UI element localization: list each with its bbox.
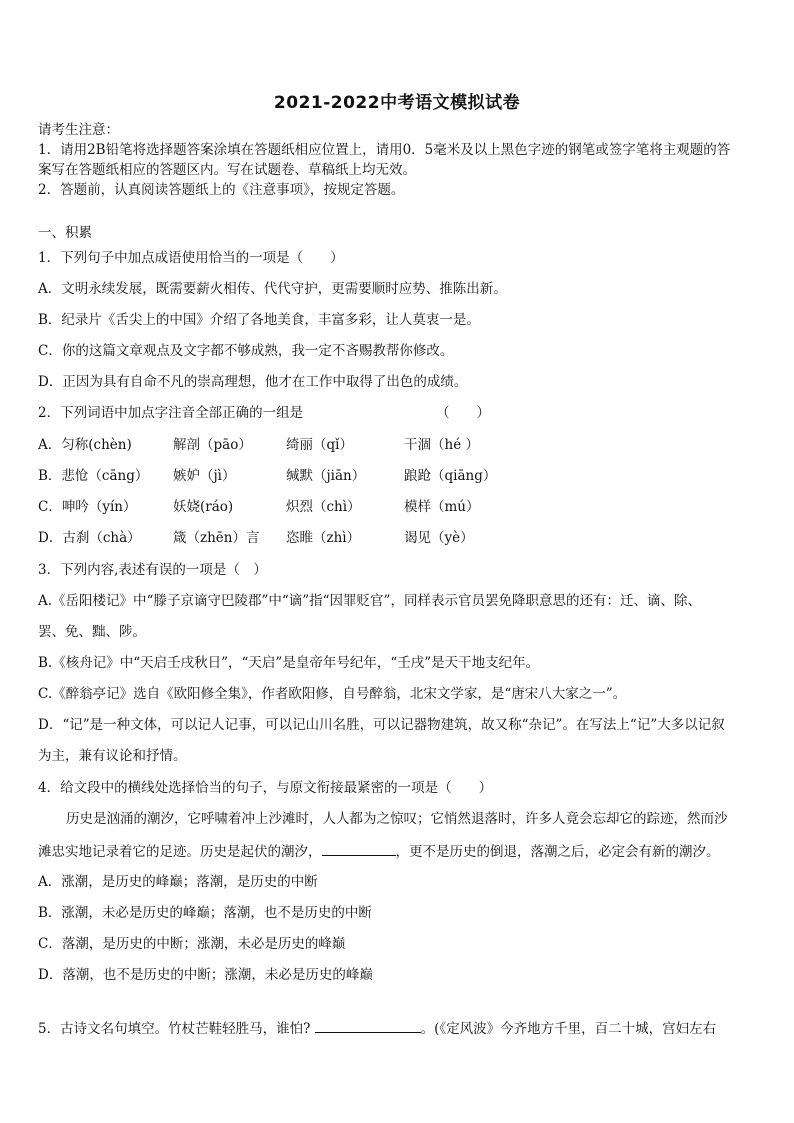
- notice-line-2: 案写在答题纸相应的答题区内。写在试题卷、草稿纸上均无效。: [38, 162, 416, 178]
- notice-line-3: 2．答题前，认真阅读答题纸上的《注意事项》，按规定答题。: [38, 182, 405, 198]
- notice-heading: 请考生注意：: [38, 122, 119, 138]
- q2-d-4: 谒见（yè）: [404, 530, 474, 546]
- q3-line-1: A.《岳阳楼记》中“滕子京谪守巴陵郡”中“谪”指“因罪贬官”，同样表示官员罢免降职意思的还有：迁、谪、除、: [38, 593, 701, 609]
- q2-b-2: 嫉妒（jì）: [173, 468, 236, 484]
- q2-a-4: 干涸（hé ）: [404, 437, 479, 453]
- q4-passage-line-2: [38, 841, 758, 861]
- q2-a-3: 绮丽（qǐ）: [286, 437, 353, 453]
- q2-c-2: 妖娆(ráo): [173, 499, 234, 515]
- q2-row-d: [38, 529, 758, 547]
- q1-stem: 1．下列句子中加点成语使用恰当的一项是（ ）: [38, 250, 344, 266]
- q2-b-1: B．悲怆（cāng）: [38, 468, 149, 484]
- q3-line-6: 为主，兼有议论和抒情。: [38, 748, 187, 764]
- q1-option-b: B．纪录片《舌尖上的中国》介绍了各地美食，丰富多彩，让人莫衷一是。: [38, 312, 480, 328]
- q2-c-1: C．呻吟（yín）: [38, 499, 137, 515]
- q4-answer-blank[interactable]: [322, 841, 396, 856]
- q2-b-3: 缄默（jiān）: [286, 468, 366, 484]
- q2-row-c: [38, 498, 758, 516]
- q4-passage-text-b: ，更不是历史的倒退，落潮之后，必定会有新的潮汐。: [395, 844, 720, 860]
- q2-stem-text: 2．下列词语中加点字注音全部正确的一组是: [38, 405, 304, 421]
- q4-option-b: B．涨潮，未必是历史的峰巅；落潮，也不是历史的中断: [38, 905, 372, 921]
- q2-d-2: 箴（zhēn）言: [173, 530, 260, 546]
- q5-text-b: 。(《定风波》今齐地方千里，百二十城，宫妇左右: [420, 1021, 717, 1037]
- q2-d-3: 恣睢（zhì）: [286, 530, 361, 546]
- q2-c-4: 模样（mú）: [404, 499, 480, 515]
- q1-option-a: A．文明永续发展，既需要薪火相传、代代守护，更需要顺时应势、推陈出新。: [38, 281, 507, 297]
- q2-row-a: [38, 436, 758, 454]
- q2-c-3: 炽烈（chì）: [286, 499, 361, 515]
- q2-row-b: [38, 467, 758, 485]
- q4-passage-text-a: 滩忠实地记录着它的足迹。历史是起伏的潮汐，: [38, 844, 322, 860]
- q5-answer-blank[interactable]: [315, 1018, 421, 1033]
- q4-option-d: D．落潮，也不是历史的中断；涨潮，未必是历史的峰巅: [38, 967, 373, 983]
- q4-passage-line-1: 历史是汹涌的潮汐，它呼啸着冲上沙滩时，人人都为之惊叹；它悄然退落时，许多人竟会忘却它的踪迹，然而沙: [66, 811, 728, 827]
- q2-stem: [38, 404, 758, 422]
- q4-stem: 4．给文段中的横线处选择恰当的句子，与原文衔接最紧密的一项是（ ）: [38, 780, 493, 796]
- q3-line-4: C.《醉翁亭记》选自《欧阳修全集》，作者欧阳修，自号醉翁，北宋文学家，是“唐宋八大家之一”。: [38, 686, 627, 702]
- q2-a-1: A．匀称(chèn): [38, 437, 132, 453]
- q3-stem: 3．下列内容,表述有误的一项是（ ）: [38, 562, 267, 578]
- notice-line-1: 1．请用2B铅笔将选择题答案涂填在答题纸相应位置上，请用0．5毫米及以上黑色字迹的钢笔或签字笔将主观题的答: [38, 142, 731, 158]
- q5-text-a: 5．古诗文名句填空。竹杖芒鞋轻胜马，谁怕?: [38, 1021, 311, 1037]
- q3-line-5: D．“记”是一种文体，可以记人记事，可以记山川名胜，可以记器物建筑，故又称“杂记”。在写法上“记”大多以记叙: [38, 717, 725, 733]
- q2-b-4: 踉跄（qiāng）: [404, 468, 497, 484]
- page-title: 2021-2022中考语文模拟试卷: [273, 93, 521, 113]
- q3-line-2: 罢、免、黜、陟。: [38, 624, 146, 640]
- q1-option-c: C．你的这篇文章观点及文字都不够成熟，我一定不吝赐教帮你修改。: [38, 343, 454, 359]
- q4-option-c: C．落潮，是历史的中断；涨潮，未必是历史的峰巅: [38, 936, 346, 952]
- q3-line-3: B.《核舟记》中“天启壬戌秋日”，“天启”是皇帝年号纪年，“壬戌”是天干地支纪年。: [38, 655, 540, 671]
- q5-line: [38, 1018, 758, 1038]
- q2-answer-paren: （ ）: [436, 405, 490, 421]
- q1-option-d: D．正因为具有自命不凡的崇高理想，他才在工作中取得了出色的成绩。: [38, 374, 468, 390]
- q4-option-a: A．涨潮，是历史的峰巅；落潮，是历史的中断: [38, 874, 318, 890]
- q2-a-2: 解剖（pāo）: [173, 437, 252, 453]
- section-heading: 一、积累: [38, 225, 92, 241]
- q2-d-1: D．古刹（chà）: [38, 530, 141, 546]
